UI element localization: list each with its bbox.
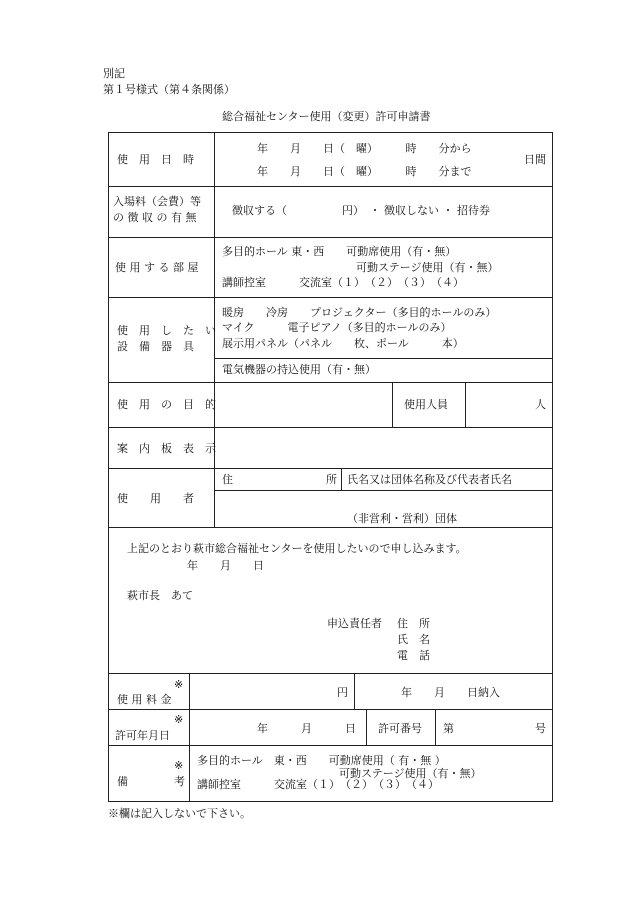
remarks-line-1: 多目的ホール 東・西 可動席使用（ 有・無 ） — [197, 754, 446, 767]
applicant-address[interactable]: 住 所 — [397, 617, 430, 630]
user-address-label-1: 住 — [222, 473, 233, 486]
user-name-label: 氏名又は団体名称及び代表者氏名 — [347, 473, 512, 486]
fee-yen: 円 — [337, 686, 348, 699]
equipment-line-2[interactable]: マイク 電子ピアノ（多目的ホールのみ） — [222, 321, 452, 334]
admission-label-1: 入場料（会費）等 — [113, 195, 201, 208]
fee-label: 使 用 料 金 — [117, 693, 172, 706]
remarks-mark: ※ — [174, 759, 184, 772]
equipment-line-4[interactable]: 電気機器の持込使用（有・無） — [222, 363, 376, 376]
people-unit: 人 — [535, 398, 546, 411]
application-date[interactable]: 年 月 日 — [187, 559, 264, 572]
permit-date: 年 月 日 — [257, 722, 356, 735]
permit-mark: ※ — [174, 713, 184, 726]
room-label: 使 用 す る 部 屋 — [115, 261, 199, 274]
user-address-label-2: 所 — [326, 473, 337, 486]
form-number: 第１号様式（第４条関係） — [103, 83, 235, 96]
user-label: 使 用 者 — [117, 492, 194, 505]
permit-gou: 号 — [535, 722, 546, 735]
equipment-line-1[interactable]: 暖房 冷房 プロジェクター（多目的ホールのみ） — [222, 306, 497, 319]
usage-start-field[interactable]: 年 月 日（ 曜） 時 分から — [257, 142, 472, 155]
purpose-label: 使 用 の 目 的 — [117, 398, 216, 411]
applicant-name[interactable]: 氏 名 — [397, 633, 430, 646]
sign-label: 案 内 板 表 示 — [117, 442, 216, 455]
admission-options[interactable]: 徴収する（ 円） ・ 徴収しない ・ 招待券 — [232, 204, 490, 217]
page-title: 総合福祉センター使用（変更）許可申請書 — [222, 110, 431, 123]
permit-number-label: 許可番号 — [378, 722, 422, 735]
application-statement: 上記のとおり萩市総合福祉センターを使用したいので申し込みます。 — [127, 542, 467, 555]
usage-datetime-label: 使 用 日 時 — [117, 153, 194, 166]
user-type[interactable]: （非営利・営利）団体 — [347, 512, 457, 525]
footnote: ※欄は記入しないで下さい。 — [108, 807, 251, 820]
equipment-label-2: 設 備 器 具 — [117, 340, 194, 353]
room-line-2[interactable]: 可動ステージ使用（有・無） — [356, 261, 499, 274]
admission-label-2: の 徴 収 の 有 無 — [113, 211, 197, 224]
applicant-tel[interactable]: 電 話 — [397, 649, 430, 662]
room-line-1[interactable]: 多目的ホール 東・西 可動席使用（有・無） — [222, 245, 457, 258]
addressee: 萩市長 あて — [127, 589, 193, 602]
usage-end-field[interactable]: 年 月 日（ 曜） 時 分まで — [257, 165, 472, 178]
equipment-label-1: 使 用 し た い — [117, 324, 216, 337]
permit-label: 許可年月日 — [115, 729, 170, 742]
annex-label: 別記 — [103, 67, 125, 80]
remarks-label-b: 考 — [174, 775, 185, 788]
applicant-label: 申込責任者 — [327, 617, 382, 630]
permit-dai: 第 — [443, 722, 454, 735]
usage-days-suffix: 日間 — [524, 153, 546, 166]
fee-paid-date: 年 月 日納入 — [401, 686, 500, 699]
remarks-label-a: 備 — [117, 775, 128, 788]
people-label: 使用人員 — [404, 398, 448, 411]
equipment-line-3[interactable]: 展示用パネル（パネル 枚、ポール 本） — [222, 337, 464, 350]
remarks-line-3: 講師控室 交流室（１） （２） （３） （４） — [197, 778, 439, 791]
fee-mark: ※ — [174, 678, 184, 691]
remarks-line-2: 可動ステージ使用（有・無） — [339, 767, 482, 780]
room-line-3[interactable]: 講師控室 交流室（１） （２） （３） （４） — [222, 276, 464, 289]
